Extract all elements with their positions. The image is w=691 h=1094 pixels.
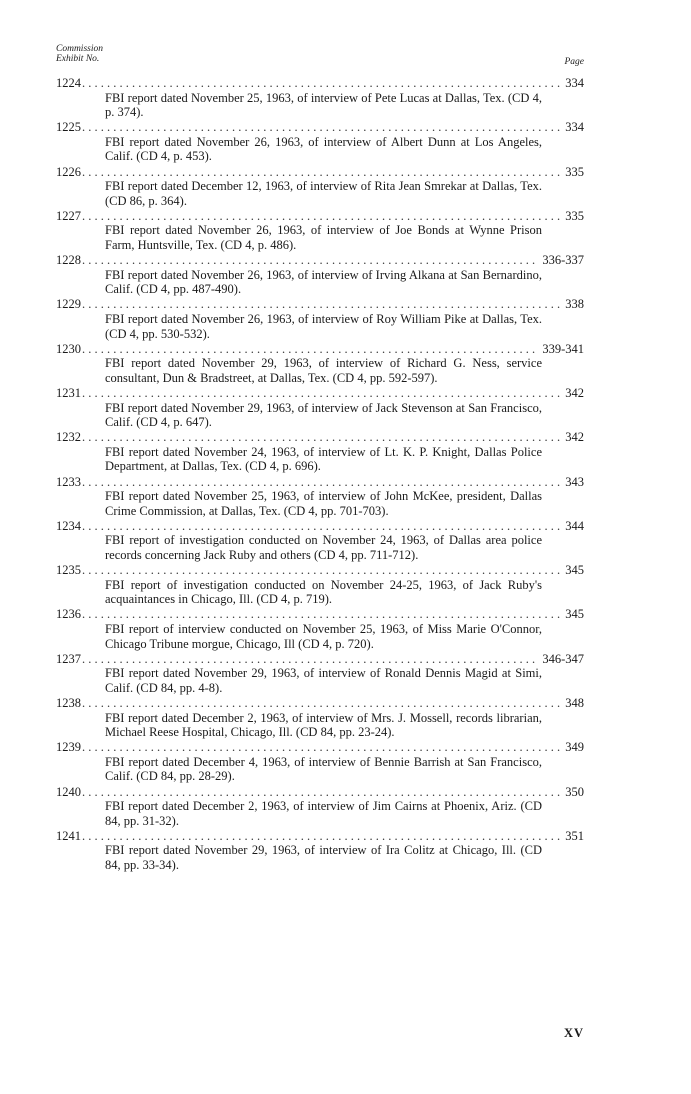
page-reference: 349 [565,740,584,755]
exhibit-description: FBI report of interview conducted on November 25, 1963, of Miss Marie O'Connor, Chicago Tribune morgue, Chicago, Ill (CD 4, p. 720). [105,621,542,651]
dot-leader [82,696,561,711]
exhibit-number: 1233 [56,474,81,489]
exhibit-number: 1235 [56,563,81,578]
exhibit-entry-line [56,253,584,268]
dot-leader [82,253,538,268]
exhibit-entry [56,563,584,607]
exhibit-description: FBI report dated November 26, 1963, of interview of Irving Alkana at San Bernardino, Calif. (CD 4, pp. 487-490). [105,267,542,297]
exhibit-entry-line [56,475,584,490]
exhibit-entry-line [56,652,584,667]
exhibit-entry [56,209,584,253]
exhibit-entry [56,386,584,430]
dot-leader [82,740,561,755]
page-reference: 351 [565,828,584,843]
exhibit-description: FBI report dated November 26, 1963, of interview of Joe Bonds at Wynne Prison Farm, Huntsville, Tex. (CD 4, p. 486). [105,223,542,253]
exhibit-description: FBI report dated November 29, 1963, of interview of Ronald Dennis Magid at Simi, Calif. (CD 84, pp. 4-8). [105,666,542,695]
exhibit-description: FBI report dated December 12, 1963, of interview of Rita Jean Smrekar at Dallas, Tex. (CD 86, p. 364). [105,179,542,208]
page-reference: 334 [565,120,584,135]
exhibit-entry [56,829,584,873]
exhibit-entry [56,120,584,164]
column-header [56,44,584,76]
exhibit-description: FBI report dated December 2, 1963, of interview of Jim Cairns at Phoenix, Ariz. (CD 84, pp. 31-32). [105,799,542,828]
document-page [56,44,584,1040]
exhibit-description: FBI report dated November 26, 1963, of interview of Albert Dunn at Los Angeles, Calif. (CD 4, p. 453). [105,134,542,164]
page-reference: 342 [565,430,584,445]
exhibit-number: 1226 [56,164,81,179]
page-reference: 342 [565,385,584,400]
exhibit-entry [56,297,584,341]
page-reference: 350 [565,784,584,799]
exhibit-entry-line [56,519,584,534]
exhibit-description: FBI report of investigation conducted on November 24, 1963, of Dallas area police records concerning Jack Ruby and others (CD 4, pp. 711-712). [105,533,542,562]
page-reference: 345 [565,607,584,622]
exhibit-entry-line [56,430,584,445]
exhibit-entry-line [56,342,584,357]
exhibit-entry-line [56,785,584,800]
exhibit-description: FBI report dated December 2, 1963, of interview of Mrs. J. Mossell, records librarian, Michael Reese Hospital, Chicago, Ill. (CD 84, pp. 23-24). [105,710,542,740]
exhibit-number: 1240 [56,784,81,799]
exhibit-number: 1230 [56,341,81,356]
exhibit-description: FBI report dated November 24, 1963, of interview of Lt. K. P. Knight, Dallas Police Department, at Dallas, Tex. (CD 4, p. 696). [105,444,542,474]
page-reference: 343 [565,474,584,489]
page-reference: 339-341 [542,341,584,356]
exhibit-entry [56,696,584,740]
exhibit-entry-line [56,386,584,401]
exhibit-entry-line [56,297,584,312]
exhibit-entry [56,785,584,829]
dot-leader [82,120,561,135]
exhibit-description: FBI report dated November 26, 1963, of interview of Roy William Pike at Dallas, Tex. (CD 4, pp. 530-532). [105,312,542,341]
exhibit-entry [56,740,584,784]
page-reference: 335 [565,164,584,179]
exhibit-entry-line [56,209,584,224]
exhibit-entry-line [56,120,584,135]
page-reference: 346-347 [542,651,584,666]
exhibit-entry-line [56,563,584,578]
dot-leader [82,785,561,800]
exhibit-entry-line [56,829,584,844]
dot-leader [82,475,561,490]
dot-leader [82,165,561,180]
dot-leader [82,76,561,91]
page-reference: 338 [565,297,584,312]
exhibit-entry-line [56,165,584,180]
heading-commission: Commission [56,44,103,54]
exhibit-number: 1228 [56,253,81,268]
page-reference: 335 [565,208,584,223]
exhibit-entry [56,165,584,209]
exhibit-entry-line [56,607,584,622]
page-reference: 344 [565,518,584,533]
exhibit-number: 1231 [56,385,81,400]
exhibit-entry-line [56,696,584,711]
dot-leader [82,430,561,445]
page-reference: 345 [565,563,584,578]
dot-leader [82,607,561,622]
dot-leader [82,297,561,312]
dot-leader [82,563,561,578]
page-reference: 334 [565,76,584,90]
exhibit-description: FBI report dated November 29, 1963, of interview of Ira Colitz at Chicago, Ill. (CD 84, pp. 33-34). [105,843,542,872]
exhibit-entry [56,652,584,696]
exhibit-number: 1234 [56,518,81,533]
page-column-heading: Page [564,57,584,67]
dot-leader [82,652,538,667]
exhibit-entry [56,607,584,651]
exhibit-number: 1241 [56,828,81,843]
heading-exhibit-no: Exhibit No. [56,54,100,64]
exhibit-entry [56,430,584,474]
exhibit-number: 1224 [56,76,81,90]
exhibit-entry [56,76,584,120]
exhibit-number: 1229 [56,297,81,312]
exhibit-description: FBI report dated November 25, 1963, of interview of John McKee, president, Dallas Crime Commission, at Dallas, Tex. (CD 4, pp. 701-703). [105,489,542,518]
exhibit-column-heading [56,44,103,64]
exhibit-description: FBI report dated November 29, 1963, of interview of Richard G. Ness, service consultant, Dun & Bradstreet, at Dallas, Tex. (CD 4, pp. 592-597). [105,356,542,385]
exhibit-entry-line [56,76,584,91]
dot-leader [82,209,561,224]
page-folio: XV [563,1026,584,1040]
exhibit-entry [56,253,584,297]
exhibit-entry [56,342,584,386]
dot-leader [82,829,561,844]
page-reference: 336-337 [542,253,584,268]
exhibit-number: 1232 [56,430,81,445]
exhibit-description: FBI report of investigation conducted on November 24-25, 1963, of Jack Ruby's acquaintances in Chicago, Ill. (CD 4, p. 719). [105,577,542,607]
dot-leader [82,386,561,401]
exhibit-entry-line [56,740,584,755]
exhibit-list [56,76,584,873]
exhibit-description: FBI report dated November 25, 1963, of interview of Pete Lucas at Dallas, Tex. (CD 4, p. 374). [105,90,542,120]
exhibit-description: FBI report dated December 4, 1963, of interview of Bennie Barrish at San Francisco, Calif. (CD 84, pp. 28-29). [105,754,542,784]
page-reference: 348 [565,695,584,710]
dot-leader [82,342,538,357]
exhibit-number: 1239 [56,740,81,755]
exhibit-number: 1238 [56,695,81,710]
exhibit-number: 1236 [56,607,81,622]
exhibit-number: 1225 [56,120,81,135]
exhibit-entry [56,475,584,519]
dot-leader [82,519,561,534]
exhibit-description: FBI report dated November 29, 1963, of interview of Jack Stevenson at San Francisco, Calif. (CD 4, p. 647). [105,400,542,430]
exhibit-entry [56,519,584,563]
exhibit-number: 1227 [56,208,81,223]
exhibit-number: 1237 [56,651,81,666]
